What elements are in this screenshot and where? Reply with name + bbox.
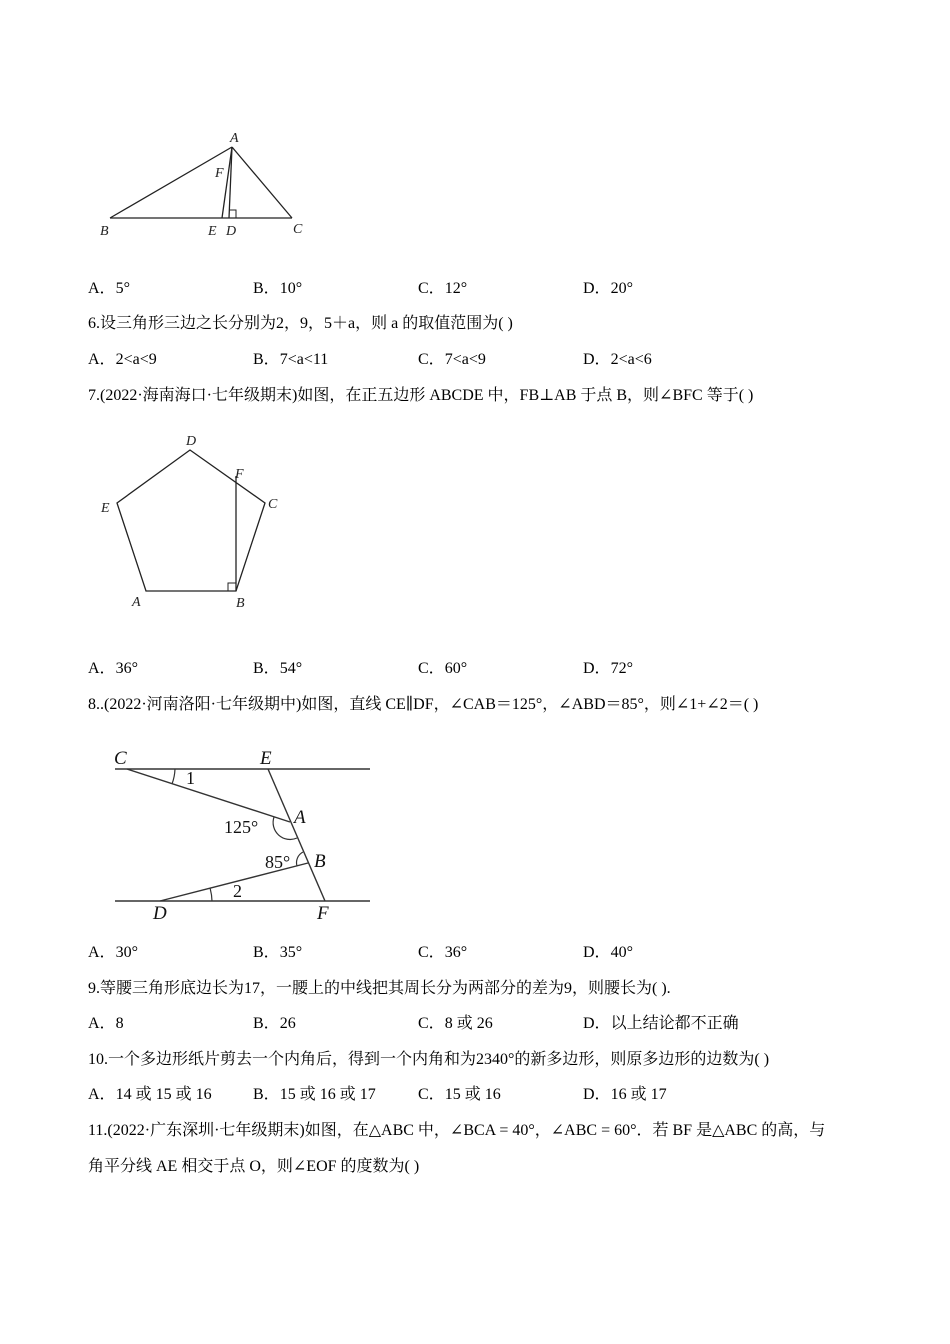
label-85: 85°	[265, 852, 291, 872]
q10-option-b[interactable]: B．15 或 16 或 17	[253, 1086, 376, 1103]
q7-option-d[interactable]: D．72°	[583, 660, 633, 677]
q7-option-a[interactable]: A．36°	[88, 660, 138, 677]
label-d: D	[226, 224, 237, 239]
label-e: E	[260, 748, 272, 769]
label-a: A	[294, 807, 306, 828]
q9-stem: 9.等腰三角形底边长为17，一腰上的中线把其周长分为两部分的差为9，则腰长为( ).	[88, 980, 671, 997]
q8-option-a[interactable]: A．30°	[88, 944, 138, 961]
q8-stem: 8..(2022·河南洛阳·七年级期中)如图，直线 CE∥DF，∠CAB＝125°，∠ABD＝85°，则∠1+∠2＝( )	[88, 696, 759, 713]
right-angle-mark	[229, 210, 236, 218]
q9-option-a[interactable]: A．8	[88, 1015, 124, 1032]
q5-option-b[interactable]: B．10°	[253, 280, 303, 297]
label-f: F	[215, 166, 224, 181]
q10-stem: 10.一个多边形纸片剪去一个内角后，得到一个内角和为2340°的新多边形，则原多边形的边数为( )	[88, 1051, 770, 1068]
q9-option-b[interactable]: B．26	[253, 1015, 296, 1032]
q8-option-d[interactable]: D．40°	[583, 944, 633, 961]
label-c: C	[293, 222, 303, 237]
label-angle-2: 2	[233, 881, 242, 901]
q5-option-d[interactable]: D．20°	[583, 280, 633, 297]
q6-stem: 6.设三角形三边之长分别为2，9，5＋a，则 a 的取值范围为( )	[88, 315, 513, 332]
pentagon-figure	[95, 428, 295, 618]
q10-option-d[interactable]: D．16 或 17	[583, 1086, 667, 1103]
label-d: D	[153, 903, 167, 924]
label-e: E	[101, 501, 110, 516]
label-125: 125°	[224, 817, 259, 837]
right-angle-mark-b	[228, 583, 236, 591]
label-e: E	[208, 224, 217, 239]
q9-option-c[interactable]: C．8 或 26	[418, 1015, 493, 1032]
q11-stem-line1: 11.(2022·广东深圳·七年级期末)如图，在△ABC 中，∠BCA = 40°，∠ABC = 60°．若 BF 是△ABC 的高，与	[88, 1122, 826, 1139]
q10-option-c[interactable]: C．15 或 16	[418, 1086, 501, 1103]
q5-option-a[interactable]: A．5°	[88, 280, 130, 297]
q6-option-b[interactable]: B．7<a<11	[253, 351, 329, 368]
segment-ca	[127, 769, 290, 822]
label-c: C	[268, 497, 278, 512]
q10-option-a[interactable]: A．14 或 15 或 16	[88, 1086, 212, 1103]
label-angle-1: 1	[186, 768, 195, 788]
q7-stem: 7.(2022·海南海口·七年级期末)如图，在正五边形 ABCDE 中，FB⊥AB 于点 B，则∠BFC 等于( )	[88, 387, 754, 404]
q6-option-d[interactable]: D．2<a<6	[583, 351, 652, 368]
label-b: B	[314, 851, 326, 872]
label-d: D	[186, 434, 197, 449]
q6-option-a[interactable]: A．2<a<9	[88, 351, 157, 368]
q11-stem-line2: 角平分线 AE 相交于点 O，则∠EOF 的度数为( )	[88, 1158, 420, 1175]
label-b: B	[236, 596, 245, 611]
triangle-figure	[95, 125, 325, 240]
q8-option-c[interactable]: C．36°	[418, 944, 468, 961]
q9-option-d[interactable]: D．以上结论都不正确	[583, 1015, 739, 1032]
q6-option-c[interactable]: C．7<a<9	[418, 351, 486, 368]
parallel-lines-figure	[110, 742, 380, 927]
segment-ab	[110, 147, 232, 218]
label-a: A	[132, 595, 141, 610]
angle-arc-2	[210, 888, 212, 901]
label-a: A	[230, 131, 239, 146]
q7-option-b[interactable]: B．54°	[253, 660, 303, 677]
q8-option-b[interactable]: B．35°	[253, 944, 303, 961]
angle-arc-1	[172, 769, 175, 784]
label-f: F	[235, 467, 244, 482]
label-b: B	[100, 224, 109, 239]
q7-option-c[interactable]: C．60°	[418, 660, 468, 677]
segment-ef	[268, 769, 325, 901]
segment-ac	[232, 147, 292, 218]
label-c: C	[114, 748, 127, 769]
q5-option-c[interactable]: C．12°	[418, 280, 468, 297]
label-f: F	[317, 903, 329, 924]
